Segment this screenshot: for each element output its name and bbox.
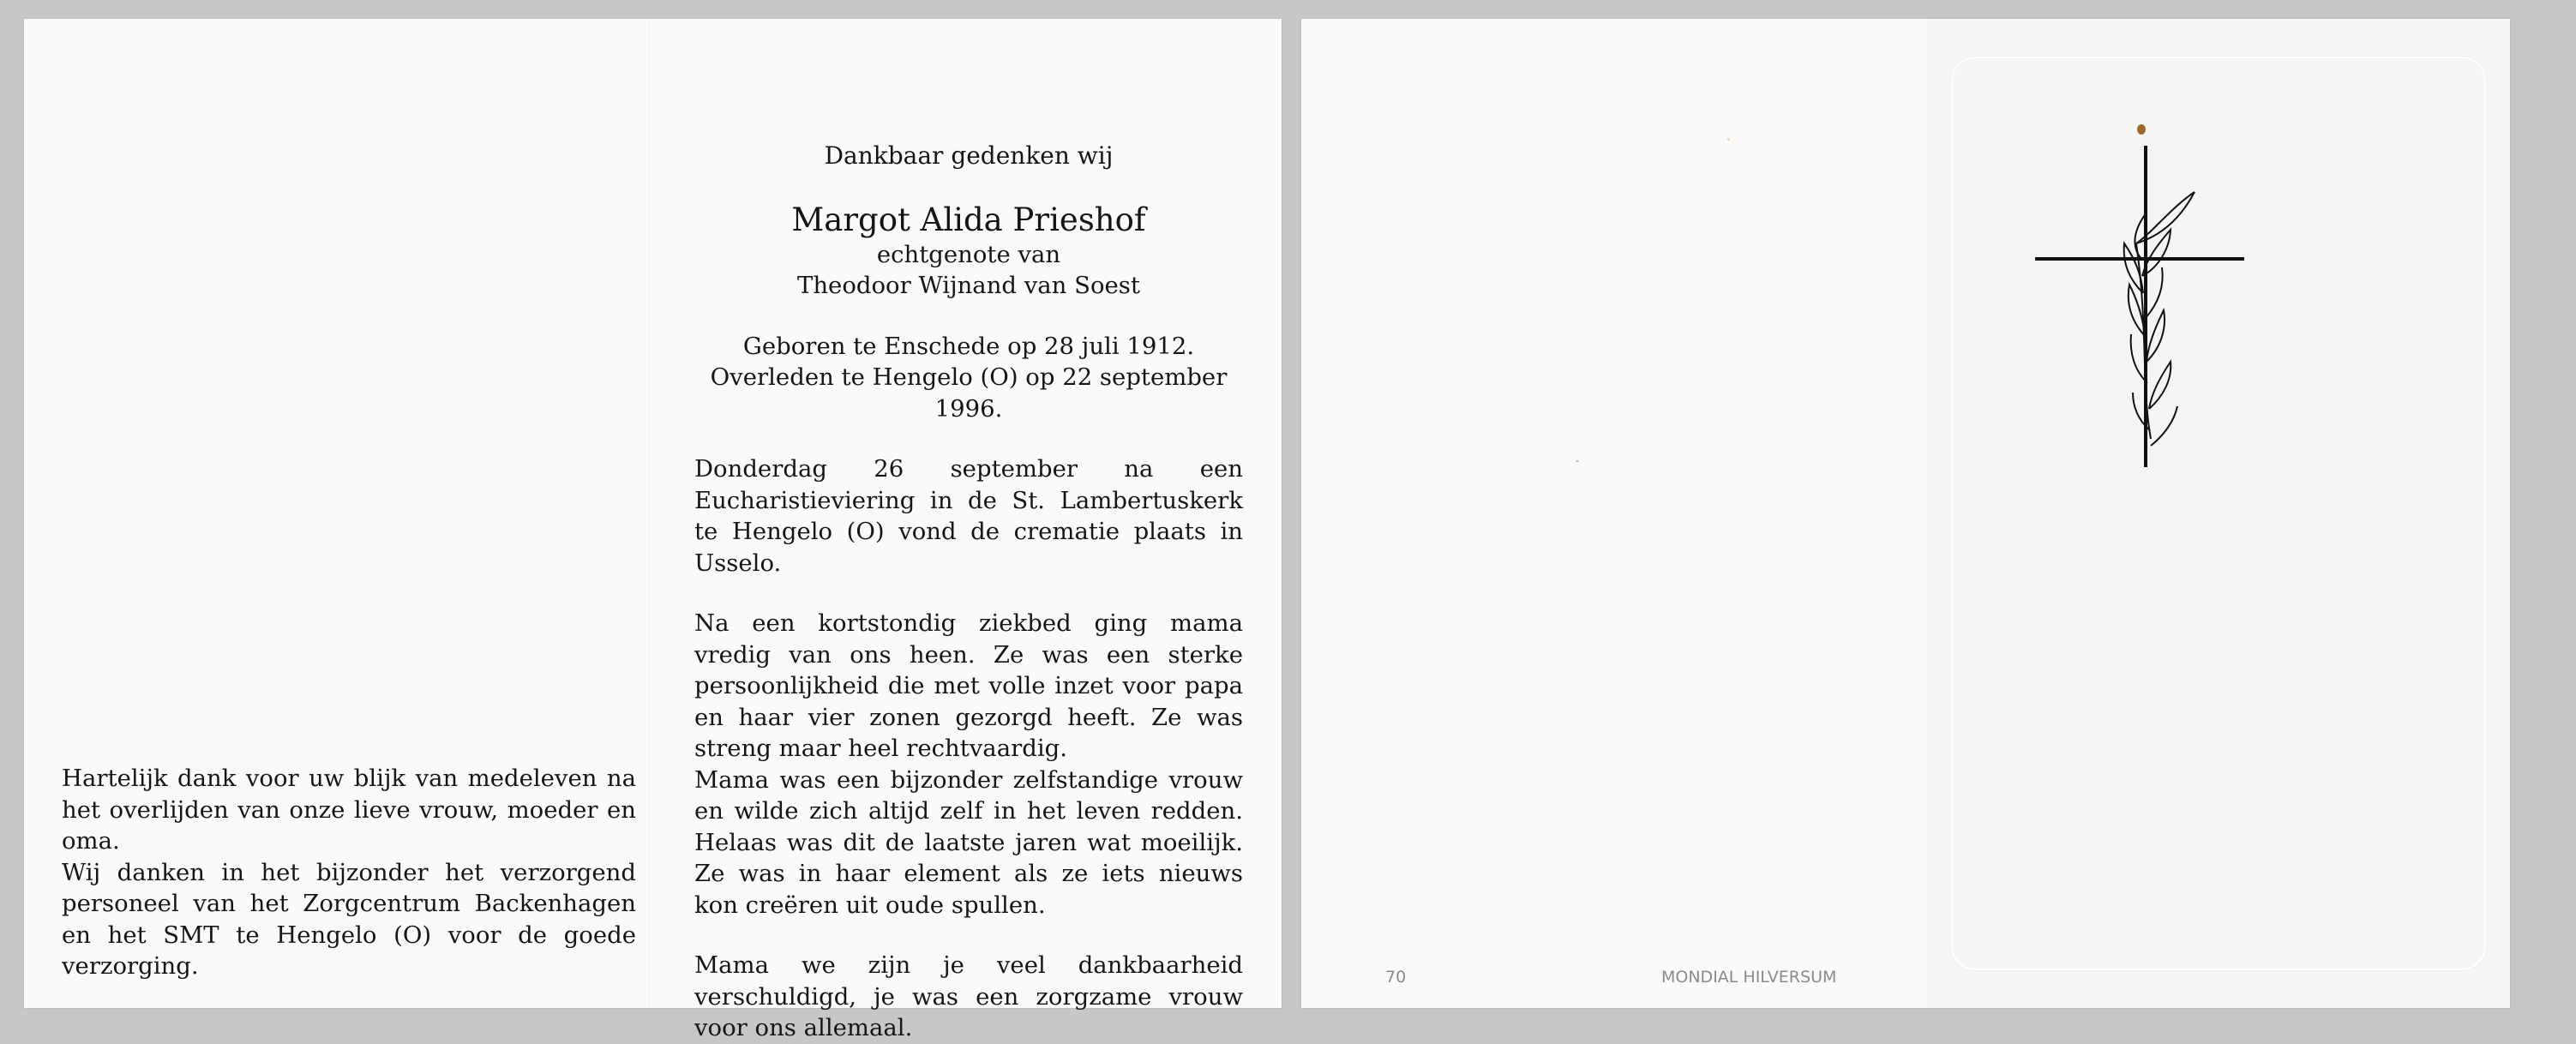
deceased-name: Margot Alida Prieshof [791, 201, 1146, 238]
spouse-name: Theodoor Wijnand van Soest [797, 272, 1140, 299]
death-year: 1996. [934, 394, 1003, 423]
memorial-text [694, 141, 1243, 1044]
memory-paragraph: Mama was een bijzonder zelfstandige vrouw en wilde zich altijd zelf in het leven redden. Helaas was dit de laatste jaren wat moeilijk. Ze was in haar element als ze iets nieuws kon creëren uit oude spullen. [694, 765, 1243, 919]
outer-card-spread [1301, 19, 2510, 1008]
relation-line: echtgenote van [876, 240, 1061, 268]
cross-with-olive-branch-icon [1927, 19, 2510, 1008]
birth-line: Geboren te Enschede op 28 juli 1912. [742, 332, 1195, 360]
closing-paragraph: Mama we zijn je veel dankbaarheid verschuldigd, je was een zorgzame vrouw voor ons allemaal. [694, 951, 1243, 1041]
paper-speck [1727, 138, 1730, 141]
acknowledgement-paragraph: Wij danken in het bijzonder het verzorgend personeel van het Zorgcentrum Backenhagen en het SMT te Hengelo (O) voor de goede verzorging. [62, 858, 636, 980]
ceremony-paragraph: Donderdag 26 september na een Eucharistieviering in de St. Lambertuskerk te Hengelo (O) vond de crematie plaats in Usselo. [694, 455, 1243, 577]
death-line: Overleden te Hengelo (O) op 22 september [710, 363, 1228, 391]
printer-imprint: MONDIAL HILVERSUM [1661, 968, 1837, 987]
card-fold-line [649, 19, 651, 1008]
memorial-heading: Dankbaar gedenken wij [824, 141, 1114, 170]
front-cover-panel [1927, 19, 2510, 1008]
print-number: 70 [1385, 968, 1407, 987]
memory-paragraph: Na een kortstondig ziekbed ging mama vredig van ons heen. Ze was een sterke persoonlijkheid die met volle inzet voor papa en haar vier zonen gezorgd heeft. Ze was streng maar heel rechtvaardig. [694, 609, 1243, 762]
paper-speck [1576, 460, 1579, 462]
inner-card-spread [24, 19, 1282, 1041]
acknowledgement-text [62, 763, 636, 982]
acknowledgement-paragraph: Hartelijk dank voor uw blijk van medeleven na het overlijden van onze lieve vrouw, moeder en oma. [62, 765, 636, 855]
